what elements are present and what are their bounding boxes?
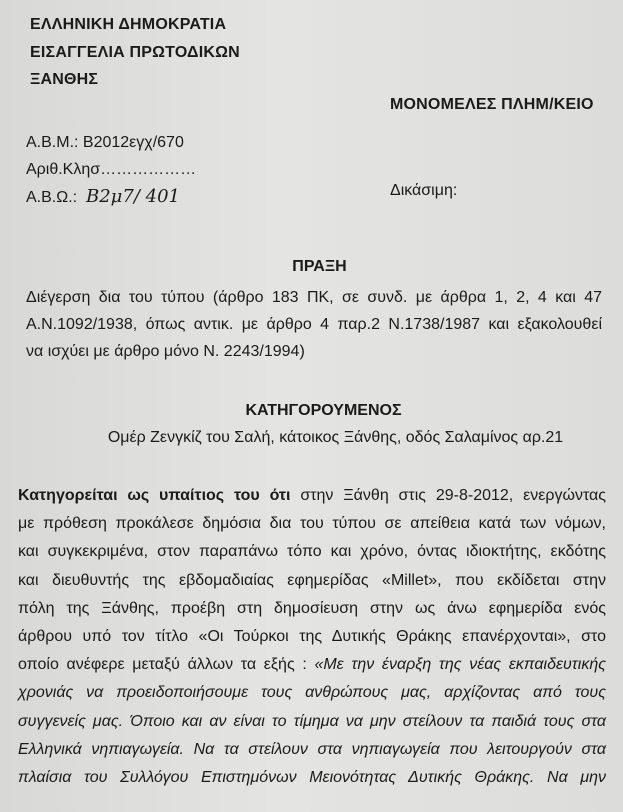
quote-line: χρονιάς να προειδοποιήσουμε τους ανθρώπους μας, αρχίζοντας από τους <box>18 684 606 702</box>
header-city: ΞΑΝΘΗΣ <box>30 71 99 88</box>
quote-line: συγγενείς μας. Όποιο και αν είναι το τίμημα να μην στείλουν τα παιδιά τους στα <box>18 712 606 730</box>
ref-abm: Α.Β.Μ.: Β2012εγχ/670 <box>26 134 184 151</box>
quote-line: πλαίσια του Συλλόγου Επιστημόνων Μειονότητας Δυτικής Θράκης. Να μην <box>18 769 606 787</box>
ref-abo-handwritten: Β2μ7/ 401 <box>86 186 180 207</box>
charge-line: πόλη της Ξάνθης, προέβη στη δημοσίευση στην ως άνω εφημερίδα ενός <box>18 599 606 617</box>
charge-line: και διευθυντής της εβδομαδιαίας εφημερίδας «Millet», που εκδίδεται στην <box>18 571 606 589</box>
act-line: Διέγερση δια του τύπου (άρθρο 183 ΠΚ, σε συνδ. με άρθρα 1, 2, 4 και 47 <box>26 289 602 306</box>
act-line: να ισχύει με άρθρο μόνο Ν. 2243/1994) <box>26 343 305 360</box>
quote-start: «Με την έναρξη της νέας εκπαιδευτικής <box>314 656 606 674</box>
charge-line-rest: στην Ξάνθη στις 29-8-2012, ενεργώντας <box>290 487 607 504</box>
charge-line <box>18 651 606 679</box>
act-heading: ΠΡΑΞΗ <box>292 258 347 275</box>
header-republic: ΕΛΛΗΝΙΚΗ ΔΗΜΟΚΡΑΤΙΑ <box>30 16 227 33</box>
quote-line: Ελληνικά νηπιαγωγεία. Να τα στείλουν στα νηπιαγωγεία που λειτουργούν στα <box>18 740 606 758</box>
charge-lead: Κατηγορείται ως υπαίτιος του ότι <box>18 487 291 504</box>
charge-line: και συγκεκριμένα, στον παραπάνω τόπο και χρόνο, όντας ιδιοκτήτης, εκδότης <box>18 543 606 561</box>
accused-details: Ομέρ Ζενγκίζ του Σαλή, κάτοικος Ξάνθης, οδός Σαλαμίνος αρ.21 <box>107 429 564 446</box>
charge-line: άρθρου υπό τον τίτλο «Οι Τούρκοι της Δυτικής Θράκης επανέρχονται», στο <box>18 628 606 646</box>
charge-line: με πρόθεση προκάλεσε δημόσια δια του τύπου σε απείθεια κατά των νόμων, <box>18 515 606 533</box>
court-name: ΜΟΝΟΜΕΛΕΣ ΠΛΗΜ/ΚΕΙΟ <box>390 96 594 113</box>
header-prosecutor: ΕΙΣΑΓΓΕΛΙΑ ΠΡΩΤΟΔΙΚΩΝ <box>30 44 240 61</box>
ref-arith: Αριθ.Κλησ……………… <box>26 161 197 178</box>
charge-line-normal: οποίο ανέφερε μεταξύ άλλων τα εξής : <box>18 656 315 674</box>
act-description <box>26 284 602 365</box>
accused-heading: ΚΑΤΗΓΟΡΟΥΜΕΝΟΣ <box>245 402 402 419</box>
ref-abo-label: Α.Β.Ω.: <box>26 189 78 206</box>
hearing-date-label: Δικάσιμη: <box>390 182 458 199</box>
act-line: Α.Ν.1092/1938, όπως αντικ. με άρθρο 4 παρ.2 Ν.1738/1987 και εξακολουθεί <box>26 316 602 333</box>
charge-text <box>18 482 606 792</box>
charge-line <box>18 482 606 510</box>
